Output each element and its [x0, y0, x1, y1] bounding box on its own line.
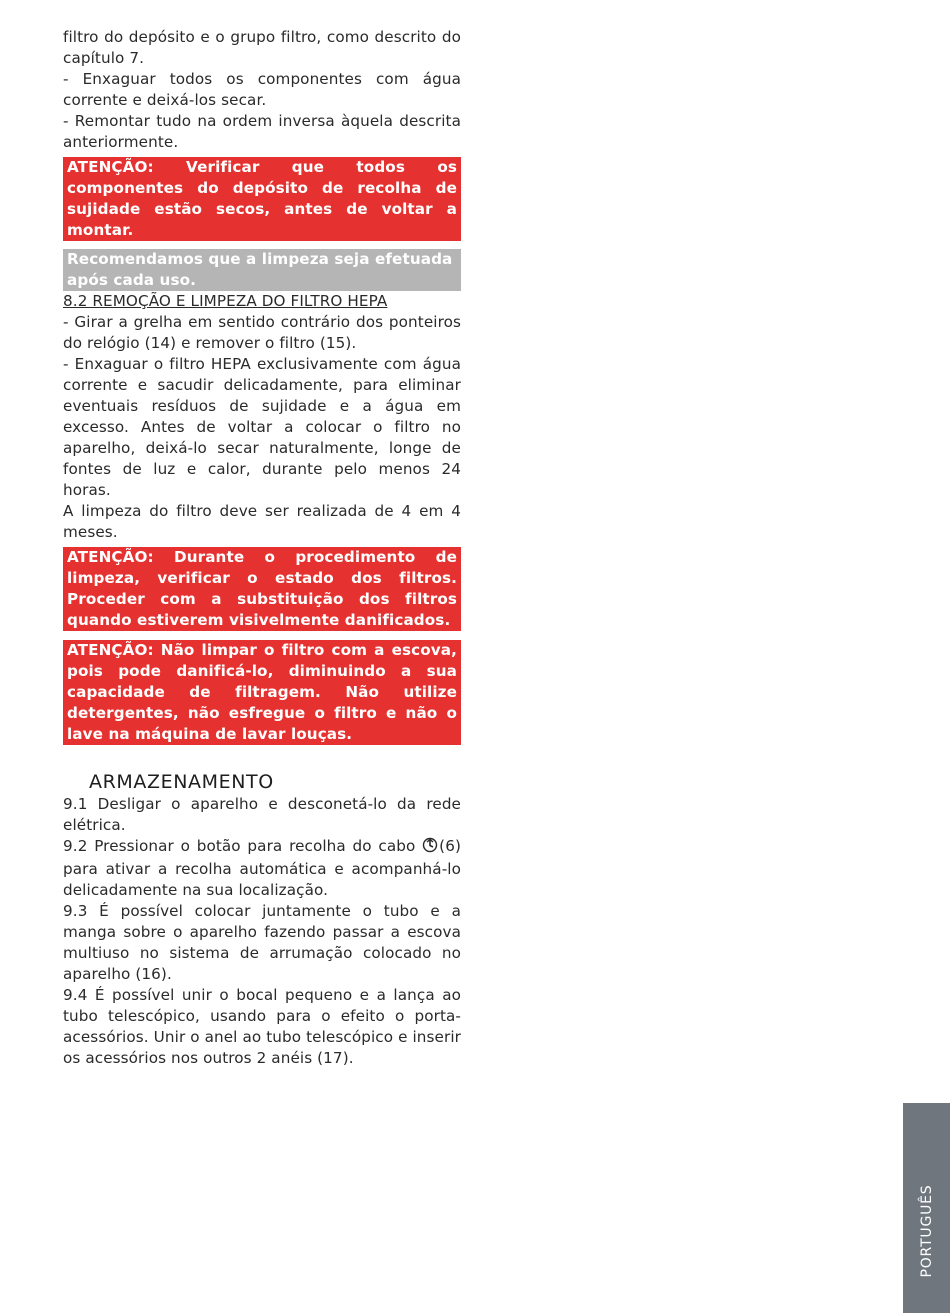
cable-rewind-icon: [422, 837, 438, 859]
warning-box-no-brush: ATENÇÃO: Não limpar o filtro com a escova, pois pode danificá-lo, diminuindo a sua capacidade de filtragem. Não utilize detergentes, não esfregue o filtro e não o lave na máquina de lavar louças.: [63, 640, 461, 745]
warning-box-filter-state: ATENÇÃO: Durante o procedimento de limpeza, verificar o estado dos filtros. Proceder com a substituição dos filtros quando estiverem visivelmente danificados.: [63, 547, 461, 631]
cleaning-paragraph-1: filtro do depósito e o grupo filtro, como descrito do capítulo 7.: [63, 28, 461, 67]
language-tab: [903, 1103, 950, 1313]
storage-step-2: [63, 836, 461, 901]
main-column: [63, 27, 461, 1069]
language-tab-label: PORTUGUÊS: [918, 1184, 935, 1278]
warning-box-dry-components: ATENÇÃO: Verificar que todos os componentes do depósito de recolha de sujidade estão secos, antes de voltar a montar.: [63, 157, 461, 241]
recommendation-note: Recomendamos que a limpeza seja efetuada após cada uso.: [63, 249, 461, 291]
storage-step-2-intro: 9.2 Pressionar o botão para recolha do cabo: [63, 837, 416, 855]
section-title-hepa: 8.2 REMOÇÃO E LIMPEZA DO FILTRO HEPA: [63, 292, 388, 310]
cleaning-paragraph-3: - Remontar tudo na ordem inversa àquela descrita anteriormente.: [63, 112, 461, 151]
hepa-paragraph-3: A limpeza do filtro deve ser realizada de 4 em 4 meses.: [63, 502, 461, 541]
section-title-storage: ARMAZENAMENTO: [89, 771, 274, 793]
hepa-paragraph-1: - Girar a grelha em sentido contrário dos ponteiros do relógio (14) e remover o filtro (15).: [63, 313, 461, 352]
storage-step-2-rest: (6) para ativar a recolha automática e acompanhá-lo delicadamente na sua localização.: [63, 837, 461, 899]
storage-step-4: 9.4 É possível unir o bocal pequeno e a lança ao tubo telescópico, usando para o efeito o porta-acessórios. Unir o anel ao tubo telescópico e inserir os acessórios nos outros 2 anéis (17).: [63, 986, 461, 1067]
hepa-paragraph-2: - Enxaguar o filtro HEPA exclusivamente com água corrente e sacudir delicadamente, para eliminar eventuais resíduos de sujidade e a água em excesso. Antes de voltar a colocar o filtro no aparelho, deixá-lo secar naturalmente, longe de fontes de luz e calor, durante pelo menos 24 horas.: [63, 355, 461, 499]
storage-step-3: 9.3 É possível colocar juntamente o tubo e a manga sobre o aparelho fazendo passar a escova multiuso no sistema de arrumação colocado no aparelho (16).: [63, 902, 461, 983]
cleaning-paragraph-2: - Enxaguar todos os componentes com água corrente e deixá-los secar.: [63, 70, 461, 109]
storage-step-1: 9.1 Desligar o aparelho e desconetá-lo da rede elétrica.: [63, 795, 461, 834]
